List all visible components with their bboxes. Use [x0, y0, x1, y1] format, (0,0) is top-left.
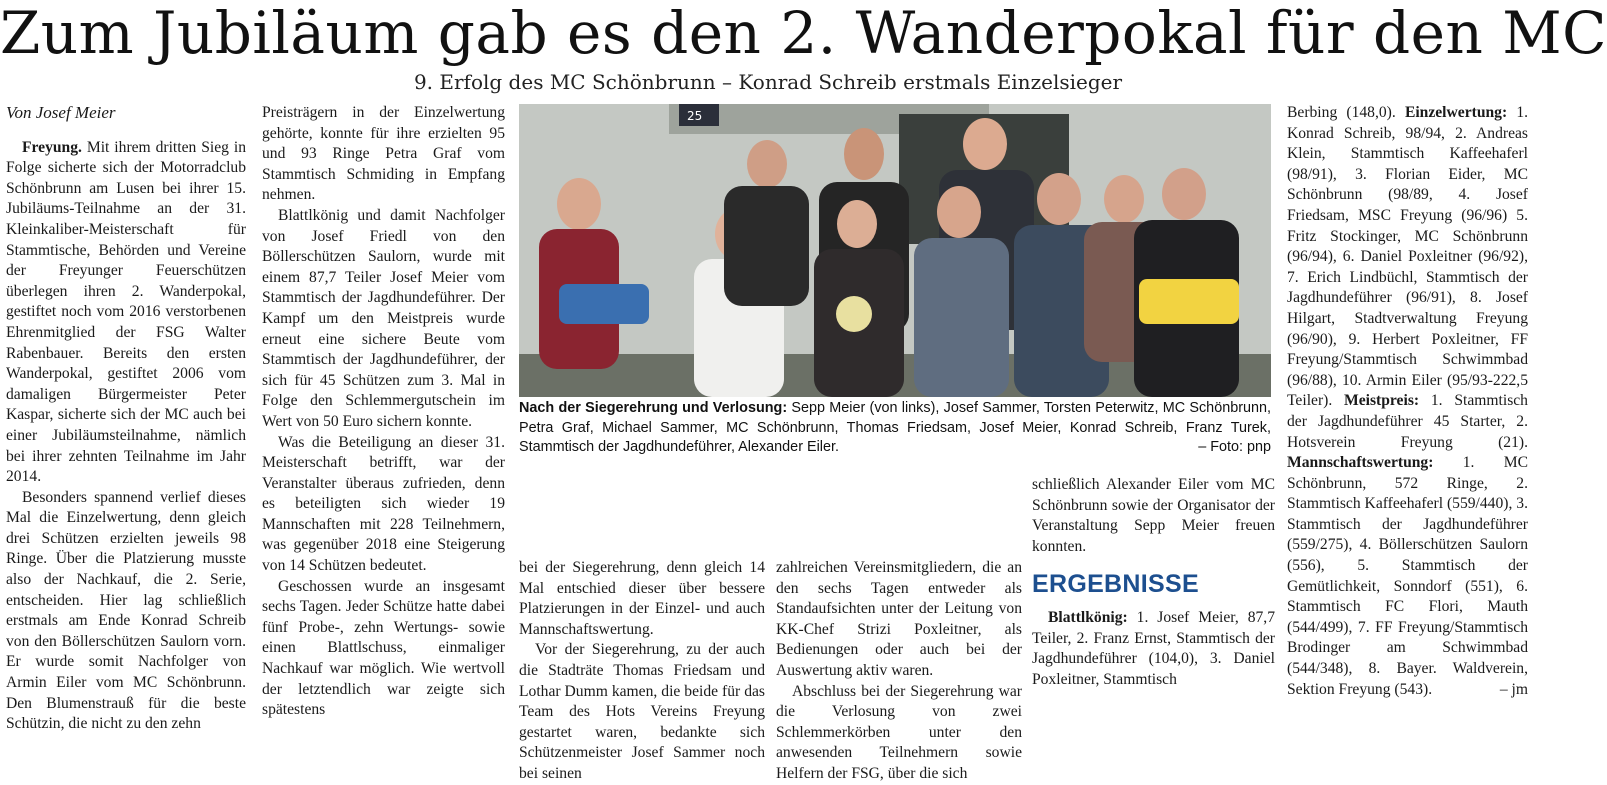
paragraph: schließlich Alexander Eiler vom MC Schönbrunn sowie der Organisator der Veranstaltung Sepp Meier freuen konnten. [1032, 476, 1275, 555]
caption-lead: Nach der Siegerehrung und Verlosung: [519, 400, 788, 416]
results-text: Berbing (148,0). [1287, 104, 1405, 121]
results-column [1287, 103, 1529, 698]
paragraph [1287, 103, 1528, 700]
results-column-start [1032, 608, 1275, 693]
photo-illustration [519, 104, 1271, 397]
article-headline: Zum Jubiläum gab es den 2. Wanderpokal für den MC [0, 0, 1607, 67]
article-column-3 [519, 558, 765, 782]
paragraph: Vor der Siegerehrung, zu der auch die Stadträte Thomas Friedsam und Lothar Dumm kamen, die beide für das Team des Hots Vereins Freyung gestartet waren, bedankte sich Schützenmeister Josef Sammer noch bei seinen [519, 641, 765, 782]
paragraph-text: Mit ihrem dritten Sieg in Folge sicherte sich der Motorradclub Schönbrunn am Lusen bei ihrer 15. Jubiläums-Teilnahme an der 31. Kleinkaliber-Meisterschaft für Stammtische, Behörden und Vereine der Freyunger Feuerschützen überlegen ihren 2. Wanderpokal, gestiftet noch vom 2016 verstorbenen Ehrenmitglied der FSG Walter Rabenbauer. Bereits den ersten Wanderpokal, gestiftet 2006 vom damaligen Bürgermeister Peter Kaspar, sicherte sich der MC auch bei einer Jubiläumsteilnahme, nämlich bei ihrer zehnten Teilnahme im Jahr 2014. [6, 138, 246, 486]
paragraph: Besonders spannend verlief dieses Mal die Einzelwertung, denn gleich drei Schützen erzielten jeweils 98 Ringe. Über die Platzierung musste also der Nachkauf, die 2. Serie, entscheiden. Hier lag schließlich erstmals am Ende Konrad Schreib von den Böllerschützen Saulorn vorn. Er wurde somit Nachfolger von Armin Eiler vom MC Schönbrunn. Den Blumenstrauß für die beste Schützin, die nicht zu den zehn [6, 488, 246, 733]
caption-text: Sepp Meier (von links), Josef Sammer, Torsten Peterwitz, MC Schönbrunn, Petra Graf, Michael Sammer, MC Schönbrunn, Thomas Friedsam, Josef Meier, Konrad Schreib, Franz Turek, Stammtisch der Jagdhundeführer, Alexander Eiler. [519, 400, 1271, 456]
results-lead: Blattlkönig: [1048, 609, 1128, 626]
results-text: 1. Josef Meier, 87,7 Teiler, 2. Franz Ernst, Stammtisch der Jagdhundeführer (104,0), 3. Daniel Poxleitner, Stammtisch [1032, 609, 1275, 688]
paragraph: Was die Beteiligung an dieser 31. Meisterschaft betrifft, war der Veranstalter überaus zufrieden, denn es beteiligten sich wieder 19 Mannschaften mit 228 Teilnehmern, was gegenüber 2018 eine Steigerung von 14 Schützen bedeutet. [262, 433, 505, 575]
paragraph: bei der Siegerehrung, denn gleich 14 Mal entschied dieser über bessere Platzierungen in der Einzel- und auch Mannschaftswertung. [519, 559, 765, 638]
photo-credit: – Foto: pnp [1198, 439, 1271, 456]
article-subheadline: 9. Erfolg des MC Schönbrunn – Konrad Schreib erstmals Einzelsieger [413, 70, 1123, 94]
results-heading: ERGEBNISSE [1032, 570, 1199, 598]
author-initials: – jm [1499, 680, 1528, 698]
paragraph: Abschluss bei der Siegerehrung war die Verlosung von zwei Schlemmerkörben unter den anwesenden Teilnehmern sowie Helfern der FSG, über die sich [776, 682, 1022, 782]
paragraph [6, 138, 246, 488]
paragraph: Preisträgern in der Einzelwertung gehörte, konnte für ihre erzielten 95 und 93 Ringe Petra Graf vom Stammtisch Schmiding in Empfang nehmen. [262, 104, 505, 204]
results-text: 1. Stammtisch der Jagdhundeführer 45 Starter, 2. Hotsverein Freyung (21). [1287, 392, 1528, 451]
paragraph: Blattlkönig und damit Nachfolger von Josef Friedl von den Böllerschützen Saulorn, wurde mit einem 87,7 Teiler Josef Meier vom Stammtisch der Jagdhundeführer. Der Kampf um den Meistpreis wurde erneut eine sichere Beute vom Stammtisch der Jagdhundeführer, der sich für 45 Schützen zum 3. Mal in Folge den Schlemmergutschein im Wert von 50 Euro sichern konnte. [262, 206, 505, 430]
results-lead: Einzelwertung: [1404, 104, 1508, 121]
photo-caption [519, 399, 1271, 458]
article-column-2 [262, 103, 505, 719]
results-lead: Mannschaftswertung: [1287, 454, 1434, 472]
house-number: 25 [687, 109, 703, 123]
results-lead: Meistpreis: [1344, 392, 1420, 410]
dateline: Freyung. [22, 138, 82, 156]
group-photo [519, 104, 1271, 397]
results-text: 1. MC Schönbrunn, 572 Ringe, 2. Stammtisch Kaffeehaferl (559/440), 3. Stammtisch der Jagdhundeführer (559/275), 4. Böllerschützen Saulorn (556), 5. Stammtisch der Gemütlichkeit, Sonndorf (551), 6. Stammtisch FC Flori, Mauth (544/499), 7. FF Freyung/Stammtisch Brodinger am Schwimmbad (544/348), 8. Bayer. Waldverein, Sektion Freyung (543). [1287, 454, 1528, 698]
article-column-4 [776, 558, 1022, 782]
article-column-1 [6, 103, 246, 733]
paragraph [1032, 608, 1275, 690]
paragraph: Geschossen wurde an insgesamt sechs Tagen. Jeder Schütze hatte dabei fünf Probe-, zehn Wertungs- sowie einen Blattlschuss, einmaliger Nachkauf war möglich. Wie wertvoll der letztendlich war zeigte sich spätestens [262, 577, 505, 719]
results-text: 1. Konrad Schreib, 98/94, 2. Andreas Klein, Stammtisch Kaffeehaferl (98/91), 3. Florian Eider, MC Schönbrunn (98/89, 4. Josef Friedsam, MSC Freyung (96/96) 5. Fritz Stockinger, MC Schönbrunn (96/94), 6. Daniel Poxleitner (96/92), 7. Erich Lindbüchl, Stammtisch der Jagdhundeführer (96/91), 8. Josef Hilgart, Stadtverwaltung Freyung (96/90), 9. Herbert Poxleitner, FF Freyung/Stammtisch Schwimmbad (96/88), 10. Armin Eiler (95/93-222,5 Teiler). [1287, 104, 1529, 410]
byline: Von Josef Meier [6, 103, 116, 122]
paragraph: zahlreichen Vereinsmitgliedern, die an den sechs Tagen entweder als Standaufsichten unter der Leitung von KK-Chef Strizi Poxleitner, als Bedienungen oder auch bei der Auswertung aktiv waren. [776, 559, 1022, 679]
